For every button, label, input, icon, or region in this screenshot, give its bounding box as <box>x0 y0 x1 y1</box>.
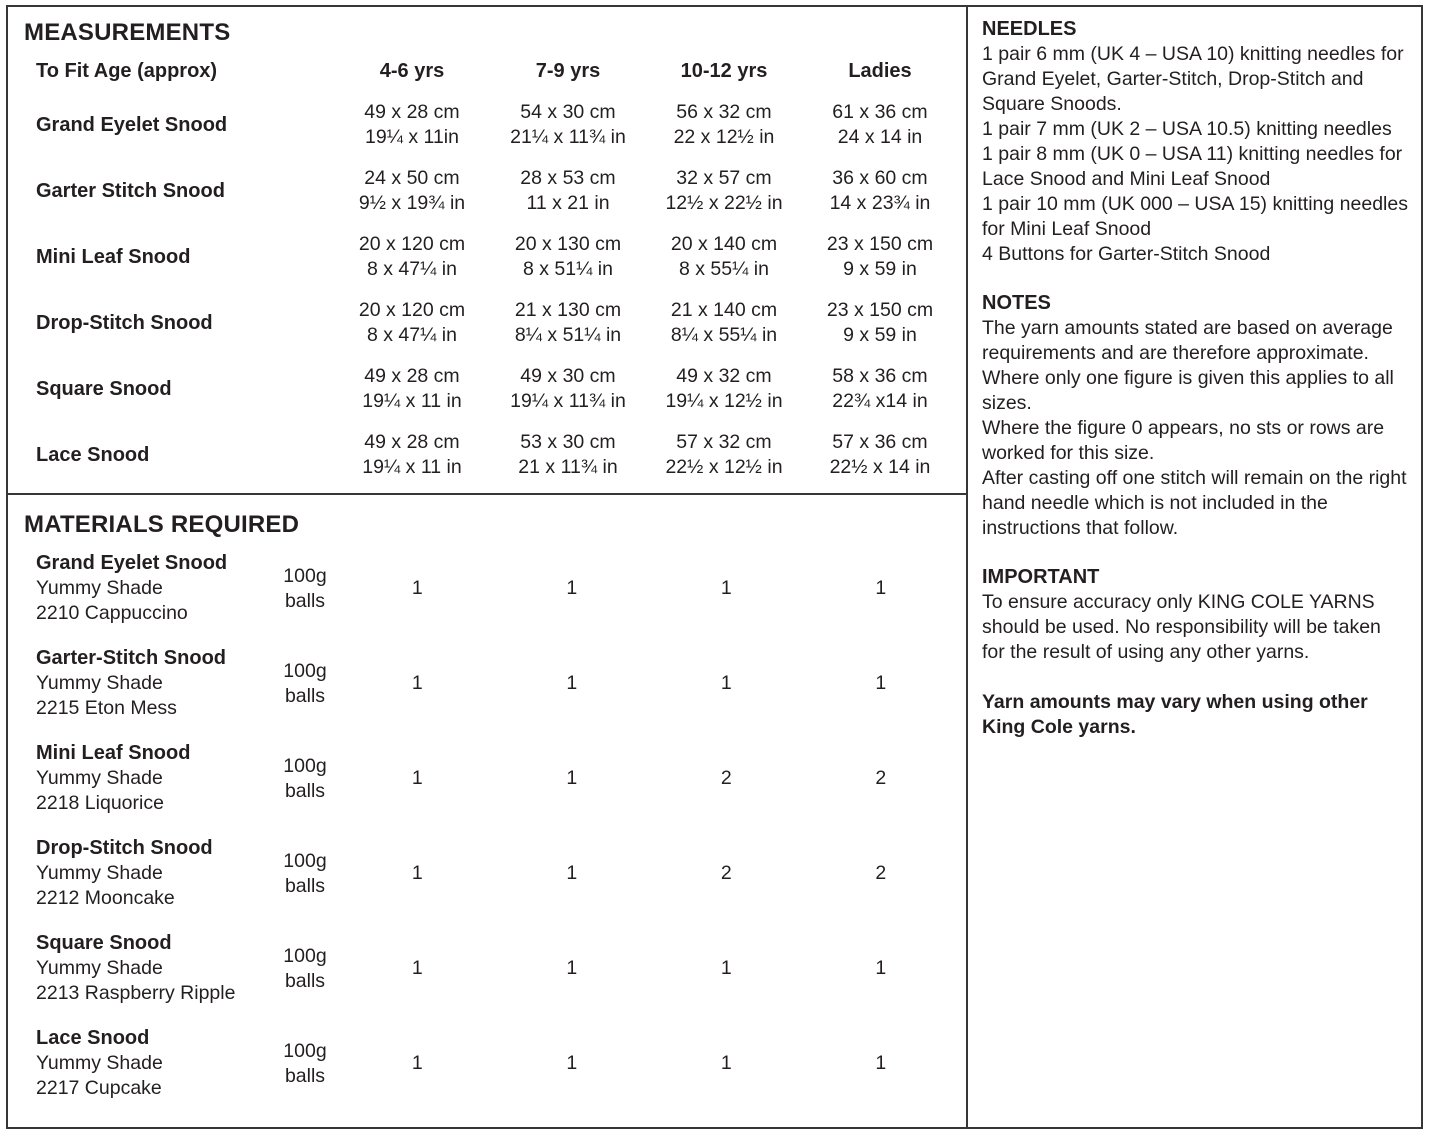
unit-line-2: balls <box>284 1064 326 1087</box>
measurement-cell <box>646 166 802 216</box>
important-title: IMPORTANT <box>982 566 1100 588</box>
measurement-row-grand-eyelet <box>24 100 958 150</box>
size-in: 8 x 51¼ in <box>523 258 613 280</box>
material-item-name: Grand Eyelet Snood <box>36 552 228 574</box>
material-row-lace <box>24 1026 958 1101</box>
material-qty: 1 <box>411 957 423 979</box>
measurement-cell <box>334 166 490 216</box>
material-row-garter-stitch <box>24 646 958 721</box>
size-cm: 28 x 53 cm <box>520 167 616 189</box>
notes-item: Where only one figure is given this applies to all sizes. <box>982 367 1394 414</box>
size-cm: 57 x 32 cm <box>676 431 772 453</box>
size-cm: 49 x 28 cm <box>364 431 460 453</box>
size-cm: 24 x 50 cm <box>364 167 460 189</box>
material-qty: 1 <box>566 862 578 884</box>
size-in: 19¼ x 12½ in <box>665 390 783 412</box>
measurement-cell <box>334 232 490 282</box>
size-in: 22 x 12½ in <box>673 126 775 148</box>
material-qty: 1 <box>566 672 578 694</box>
row-label: Garter Stitch Snood <box>36 179 225 202</box>
column-header-ladies: Ladies <box>848 60 912 82</box>
size-cm: 56 x 32 cm <box>676 101 772 123</box>
material-item-name: Garter-Stitch Snood <box>36 647 227 669</box>
size-in: 22½ x 14 in <box>829 456 931 478</box>
material-name-block <box>24 646 270 721</box>
to-fit-age-label: To Fit Age (approx) <box>36 60 218 82</box>
measurement-cell <box>802 298 958 348</box>
material-item-name: Mini Leaf Snood <box>36 742 191 764</box>
material-qty: 1 <box>566 957 578 979</box>
size-in: 12½ x 22½ in <box>665 192 783 214</box>
row-label: Grand Eyelet Snood <box>36 113 228 136</box>
measurement-cell <box>490 166 646 216</box>
needles-item: 1 pair 7 mm (UK 2 – USA 10.5) knitting needles <box>982 118 1392 140</box>
measurement-row-garter-stitch <box>24 166 958 216</box>
material-unit <box>270 944 340 994</box>
material-row-drop-stitch <box>24 836 958 911</box>
material-row-mini-leaf <box>24 741 958 816</box>
material-qty: 1 <box>411 1052 423 1074</box>
measurement-cell <box>646 298 802 348</box>
needles-item: 1 pair 10 mm (UK 000 – USA 15) knitting needles for Mini Leaf Snood <box>982 193 1408 240</box>
unit-line-2: balls <box>284 779 326 802</box>
needles-item: 4 Buttons for Garter-Stitch Snood <box>982 243 1271 265</box>
size-cm: 61 x 36 cm <box>832 101 928 123</box>
size-in: 22¾ x14 in <box>832 390 928 412</box>
material-shade: 2215 Eton Mess <box>36 697 177 719</box>
column-header-4-6: 4-6 yrs <box>379 60 445 82</box>
measurements-title: MEASUREMENTS <box>24 19 231 46</box>
unit-line-2: balls <box>284 969 326 992</box>
material-unit <box>270 564 340 614</box>
size-in: 19¼ x 11 in <box>362 456 462 478</box>
needles-item: 1 pair 6 mm (UK 4 – USA 10) knitting needles for Grand Eyelet, Garter-Stitch, Drop-Stitch and Square Snoods. <box>982 43 1404 115</box>
material-name-block <box>24 551 270 626</box>
measurement-row-drop-stitch <box>24 298 958 348</box>
size-cm: 20 x 140 cm <box>670 233 778 255</box>
material-shade: 2212 Mooncake <box>36 887 175 909</box>
left-column <box>8 7 968 1127</box>
material-qty: 2 <box>720 862 732 884</box>
size-cm: 49 x 30 cm <box>520 365 616 387</box>
size-in: 8 x 47¼ in <box>367 258 457 280</box>
column-header-10-12: 10-12 yrs <box>680 60 768 82</box>
unit-line-2: balls <box>284 684 326 707</box>
size-cm: 23 x 150 cm <box>826 299 934 321</box>
row-label: Drop-Stitch Snood <box>36 311 213 334</box>
material-qty: 1 <box>875 672 887 694</box>
material-name-block <box>24 931 270 1006</box>
measurements-header-row <box>24 59 958 84</box>
size-cm: 20 x 120 cm <box>358 299 466 321</box>
material-qty: 2 <box>720 767 732 789</box>
size-in: 22½ x 12½ in <box>665 456 783 478</box>
material-qty: 1 <box>720 1052 732 1074</box>
size-in: 8¼ x 51¼ in <box>514 324 622 346</box>
notes-title: NOTES <box>982 292 1051 314</box>
measurement-cell <box>334 430 490 480</box>
materials-title: MATERIALS REQUIRED <box>24 511 300 538</box>
material-qty: 1 <box>566 577 578 599</box>
measurement-cell <box>490 100 646 150</box>
materials-section <box>8 495 966 1127</box>
size-in: 9½ x 19¾ in <box>358 192 466 214</box>
material-item-name: Drop-Stitch Snood <box>36 837 213 859</box>
material-yarn: Yummy Shade <box>36 957 163 979</box>
size-cm: 21 x 140 cm <box>670 299 778 321</box>
size-in: 19¼ x 11 in <box>362 390 462 412</box>
measurement-cell <box>490 364 646 414</box>
measurement-cell <box>802 430 958 480</box>
material-qty: 1 <box>720 577 732 599</box>
material-yarn: Yummy Shade <box>36 672 163 694</box>
measurement-row-mini-leaf <box>24 232 958 282</box>
material-yarn: Yummy Shade <box>36 577 163 599</box>
size-cm: 58 x 36 cm <box>832 365 928 387</box>
measurement-cell <box>334 364 490 414</box>
measurement-cell <box>646 232 802 282</box>
notes-item: The yarn amounts stated are based on average requirements and are therefore approximate. <box>982 317 1393 364</box>
material-yarn: Yummy Shade <box>36 862 163 884</box>
knitting-pattern-sheet <box>6 5 1423 1129</box>
material-qty: 1 <box>411 672 423 694</box>
size-cm: 20 x 130 cm <box>514 233 622 255</box>
notes-item: After casting off one stitch will remain on the right hand needle which is not included in the instructions that follow. <box>982 467 1407 539</box>
material-row-square <box>24 931 958 1006</box>
measurement-cell <box>490 298 646 348</box>
measurement-cell <box>646 100 802 150</box>
material-qty: 1 <box>411 577 423 599</box>
material-unit <box>270 659 340 709</box>
unit-line-1: 100g <box>283 564 327 587</box>
measurement-cell <box>334 100 490 150</box>
material-shade: 2213 Raspberry Ripple <box>36 982 236 1004</box>
important-section <box>982 565 1409 740</box>
material-qty: 1 <box>875 1052 887 1074</box>
material-qty: 2 <box>875 862 887 884</box>
size-in: 8 x 55¼ in <box>679 258 769 280</box>
material-name-block <box>24 836 270 911</box>
needles-section <box>982 17 1409 267</box>
unit-line-1: 100g <box>283 754 327 777</box>
important-body: To ensure accuracy only KING COLE YARNS should be used. No responsibility will be taken for the result of using any other yarns. <box>982 591 1381 663</box>
measurement-cell <box>802 166 958 216</box>
size-in: 14 x 23¾ in <box>829 192 931 214</box>
material-unit <box>270 1039 340 1089</box>
size-in: 11 x 21 in <box>526 192 610 214</box>
material-shade: 2210 Cappuccino <box>36 602 188 624</box>
size-cm: 20 x 120 cm <box>358 233 466 255</box>
material-qty: 1 <box>566 1052 578 1074</box>
unit-line-1: 100g <box>283 944 327 967</box>
material-name-block <box>24 741 270 816</box>
row-label: Lace Snood <box>36 443 150 466</box>
material-qty: 2 <box>875 767 887 789</box>
measurement-row-square <box>24 364 958 414</box>
measurement-cell <box>334 298 490 348</box>
size-in: 19¼ x 11in <box>365 126 459 148</box>
row-label: Mini Leaf Snood <box>36 245 191 268</box>
material-item-name: Lace Snood <box>36 1027 150 1049</box>
size-in: 9 x 59 in <box>843 258 917 280</box>
material-qty: 1 <box>875 957 887 979</box>
material-row-grand-eyelet <box>24 551 958 626</box>
measurement-cell <box>646 430 802 480</box>
material-shade: 2217 Cupcake <box>36 1077 162 1099</box>
yarn-variance-note: Yarn amounts may vary when using other King Cole yarns. <box>982 691 1368 738</box>
size-in: 19¼ x 11¾ in <box>510 390 626 412</box>
measurement-cell <box>646 364 802 414</box>
unit-line-1: 100g <box>283 1039 327 1062</box>
row-label: Square Snood <box>36 377 172 400</box>
measurement-cell <box>802 364 958 414</box>
needles-item: 1 pair 8 mm (UK 0 – USA 11) knitting needles for Lace Snood and Mini Leaf Snood <box>982 143 1403 190</box>
size-cm: 23 x 150 cm <box>826 233 934 255</box>
size-cm: 54 x 30 cm <box>520 101 616 123</box>
needles-title: NEEDLES <box>982 18 1077 40</box>
size-in: 21 x 11¾ in <box>518 456 618 478</box>
size-in: 8 x 47¼ in <box>367 324 457 346</box>
notes-section <box>982 291 1409 541</box>
size-in: 9 x 59 in <box>843 324 917 346</box>
size-in: 8¼ x 55¼ in <box>670 324 778 346</box>
info-panel <box>968 7 1421 1127</box>
column-header-7-9: 7-9 yrs <box>535 60 601 82</box>
material-name-block <box>24 1026 270 1101</box>
size-cm: 21 x 130 cm <box>514 299 622 321</box>
unit-line-2: balls <box>284 874 326 897</box>
size-in: 21¼ x 11¾ in <box>510 126 626 148</box>
size-in: 24 x 14 in <box>837 126 923 148</box>
material-unit <box>270 754 340 804</box>
size-cm: 49 x 28 cm <box>364 101 460 123</box>
material-qty: 1 <box>720 672 732 694</box>
material-shade: 2218 Liquorice <box>36 792 164 814</box>
material-unit <box>270 849 340 899</box>
measurement-cell <box>802 100 958 150</box>
size-cm: 49 x 32 cm <box>676 365 772 387</box>
material-qty: 1 <box>566 767 578 789</box>
material-qty: 1 <box>411 862 423 884</box>
unit-line-2: balls <box>284 589 326 612</box>
measurement-cell <box>490 430 646 480</box>
unit-line-1: 100g <box>283 849 327 872</box>
material-item-name: Square Snood <box>36 932 172 954</box>
size-cm: 32 x 57 cm <box>676 167 772 189</box>
material-qty: 1 <box>720 957 732 979</box>
material-qty: 1 <box>875 577 887 599</box>
material-qty: 1 <box>411 767 423 789</box>
size-cm: 36 x 60 cm <box>832 167 928 189</box>
size-cm: 49 x 28 cm <box>364 365 460 387</box>
measurement-cell <box>802 232 958 282</box>
size-cm: 57 x 36 cm <box>832 431 928 453</box>
unit-line-1: 100g <box>283 659 327 682</box>
notes-item: Where the figure 0 appears, no sts or rows are worked for this size. <box>982 417 1385 464</box>
measurement-row-lace <box>24 430 958 480</box>
material-yarn: Yummy Shade <box>36 767 163 789</box>
measurements-section <box>8 7 966 495</box>
size-cm: 53 x 30 cm <box>520 431 616 453</box>
measurement-cell <box>490 232 646 282</box>
material-yarn: Yummy Shade <box>36 1052 163 1074</box>
